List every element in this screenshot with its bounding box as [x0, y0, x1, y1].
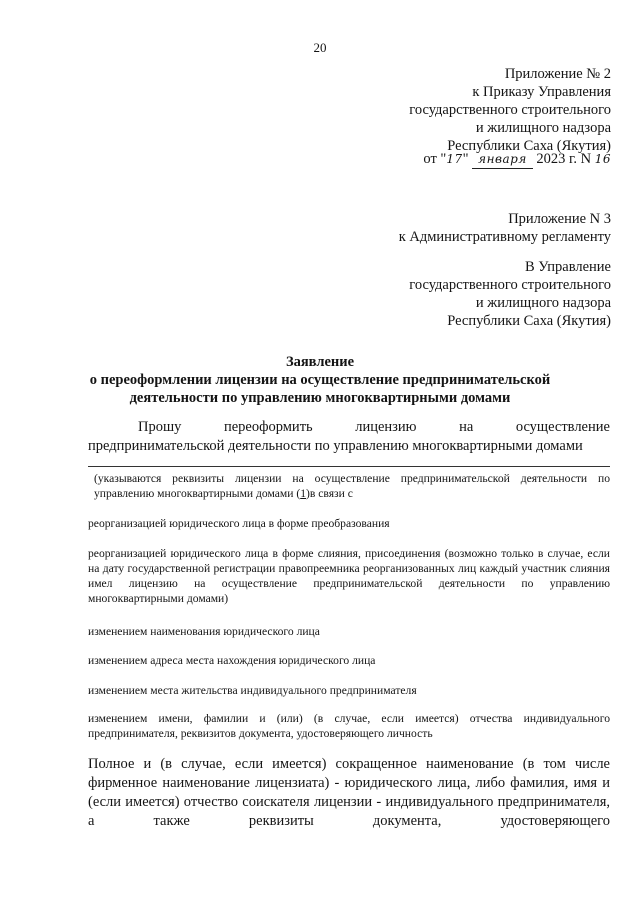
title-line: о переоформлении лицензии на осуществление предпринимательской [89, 372, 551, 388]
intro-word: на [459, 419, 474, 435]
appendix-line: и жилищного надзора [475, 120, 611, 136]
reason-option: изменением адреса места нахождения юридического лица [88, 654, 376, 667]
addressee-line: Республики Саха (Якутия) [447, 313, 611, 329]
document-title [0, 353, 640, 407]
reason-option: реорганизацией юридического лица в форме преобразования [88, 517, 390, 530]
appendix3-line: к Административному регламенту [398, 229, 611, 245]
appendix-line: к Приказу Управления [472, 84, 611, 100]
addressee-line: государственного строительного [409, 277, 611, 293]
request-intro [88, 418, 610, 456]
order-prefix: от " [423, 151, 447, 167]
intro-word: осуществление [515, 419, 610, 435]
intro-word: лицензию [355, 419, 417, 435]
note-text: (указываются реквизиты лицензии на осуществление предпринимательской деятельности по управлению многоквартирными домами ( [94, 472, 610, 500]
order-year: 2023 г. N [536, 151, 592, 167]
intro-word: Прошу [138, 419, 182, 435]
license-details-note [88, 471, 610, 501]
appendix-line: Республики Саха (Якутия) [447, 138, 611, 154]
applicant-info-paragraph: Полное и (в случае, если имеется) сокращенное наименование (в том числе фирменное наименование лицензиата) - юридического лица, либо фамилия, имя и (если имеется) отчество соискателя лицензии - индивидуального предпринимателя, а также реквизиты документа, удостоверяющего [88, 756, 610, 829]
page-number: 20 [313, 40, 327, 55]
intro-line-2: предпринимательской деятельности по управлению многоквартирными домами [88, 438, 583, 454]
order-number-handwritten: 16 [594, 152, 611, 166]
intro-line-1 [88, 418, 610, 437]
order-month-handwritten: января [472, 150, 533, 169]
reason-option: реорганизацией юридического лица в форме слияния, присоединения (возможно только в случае, если на дату государственной регистрации правопреемника реорганизованных лиц каждый участник слияния имел лицензию на осуществление предпринимательской деятельности по управлению многоквартирными домами) [88, 547, 610, 605]
fill-in-line [88, 466, 610, 467]
appendix-line: государственного строительного [409, 102, 611, 118]
appendix3-line: Приложение N 3 [508, 211, 611, 227]
addressee-block [409, 258, 611, 330]
order-quote: " [462, 151, 469, 167]
order-date-line [423, 150, 611, 169]
reason-option: изменением места жительства индивидуального предпринимателя [88, 684, 417, 697]
footnote-mark: 1 [300, 487, 306, 500]
title-line: деятельности по управлению многоквартирными домами [129, 390, 511, 406]
appendix-header [409, 65, 611, 155]
addressee-line: В Управление [524, 259, 611, 275]
reason-option: изменением имени, фамилии и (или) (в случае, если имеется) отчества индивидуального предпринимателя, реквизитов документа, удостоверяющего личность [88, 712, 610, 740]
reason-option: изменением наименования юридического лица [88, 625, 320, 638]
note-text-end: )в связи с [306, 487, 353, 500]
appendix-line: Приложение № 2 [504, 66, 611, 82]
intro-word: переоформить [223, 419, 313, 435]
order-day-handwritten: 17 [446, 152, 463, 166]
appendix3-header [399, 210, 611, 246]
title-line: Заявление [285, 354, 355, 370]
addressee-line: и жилищного надзора [475, 295, 611, 311]
